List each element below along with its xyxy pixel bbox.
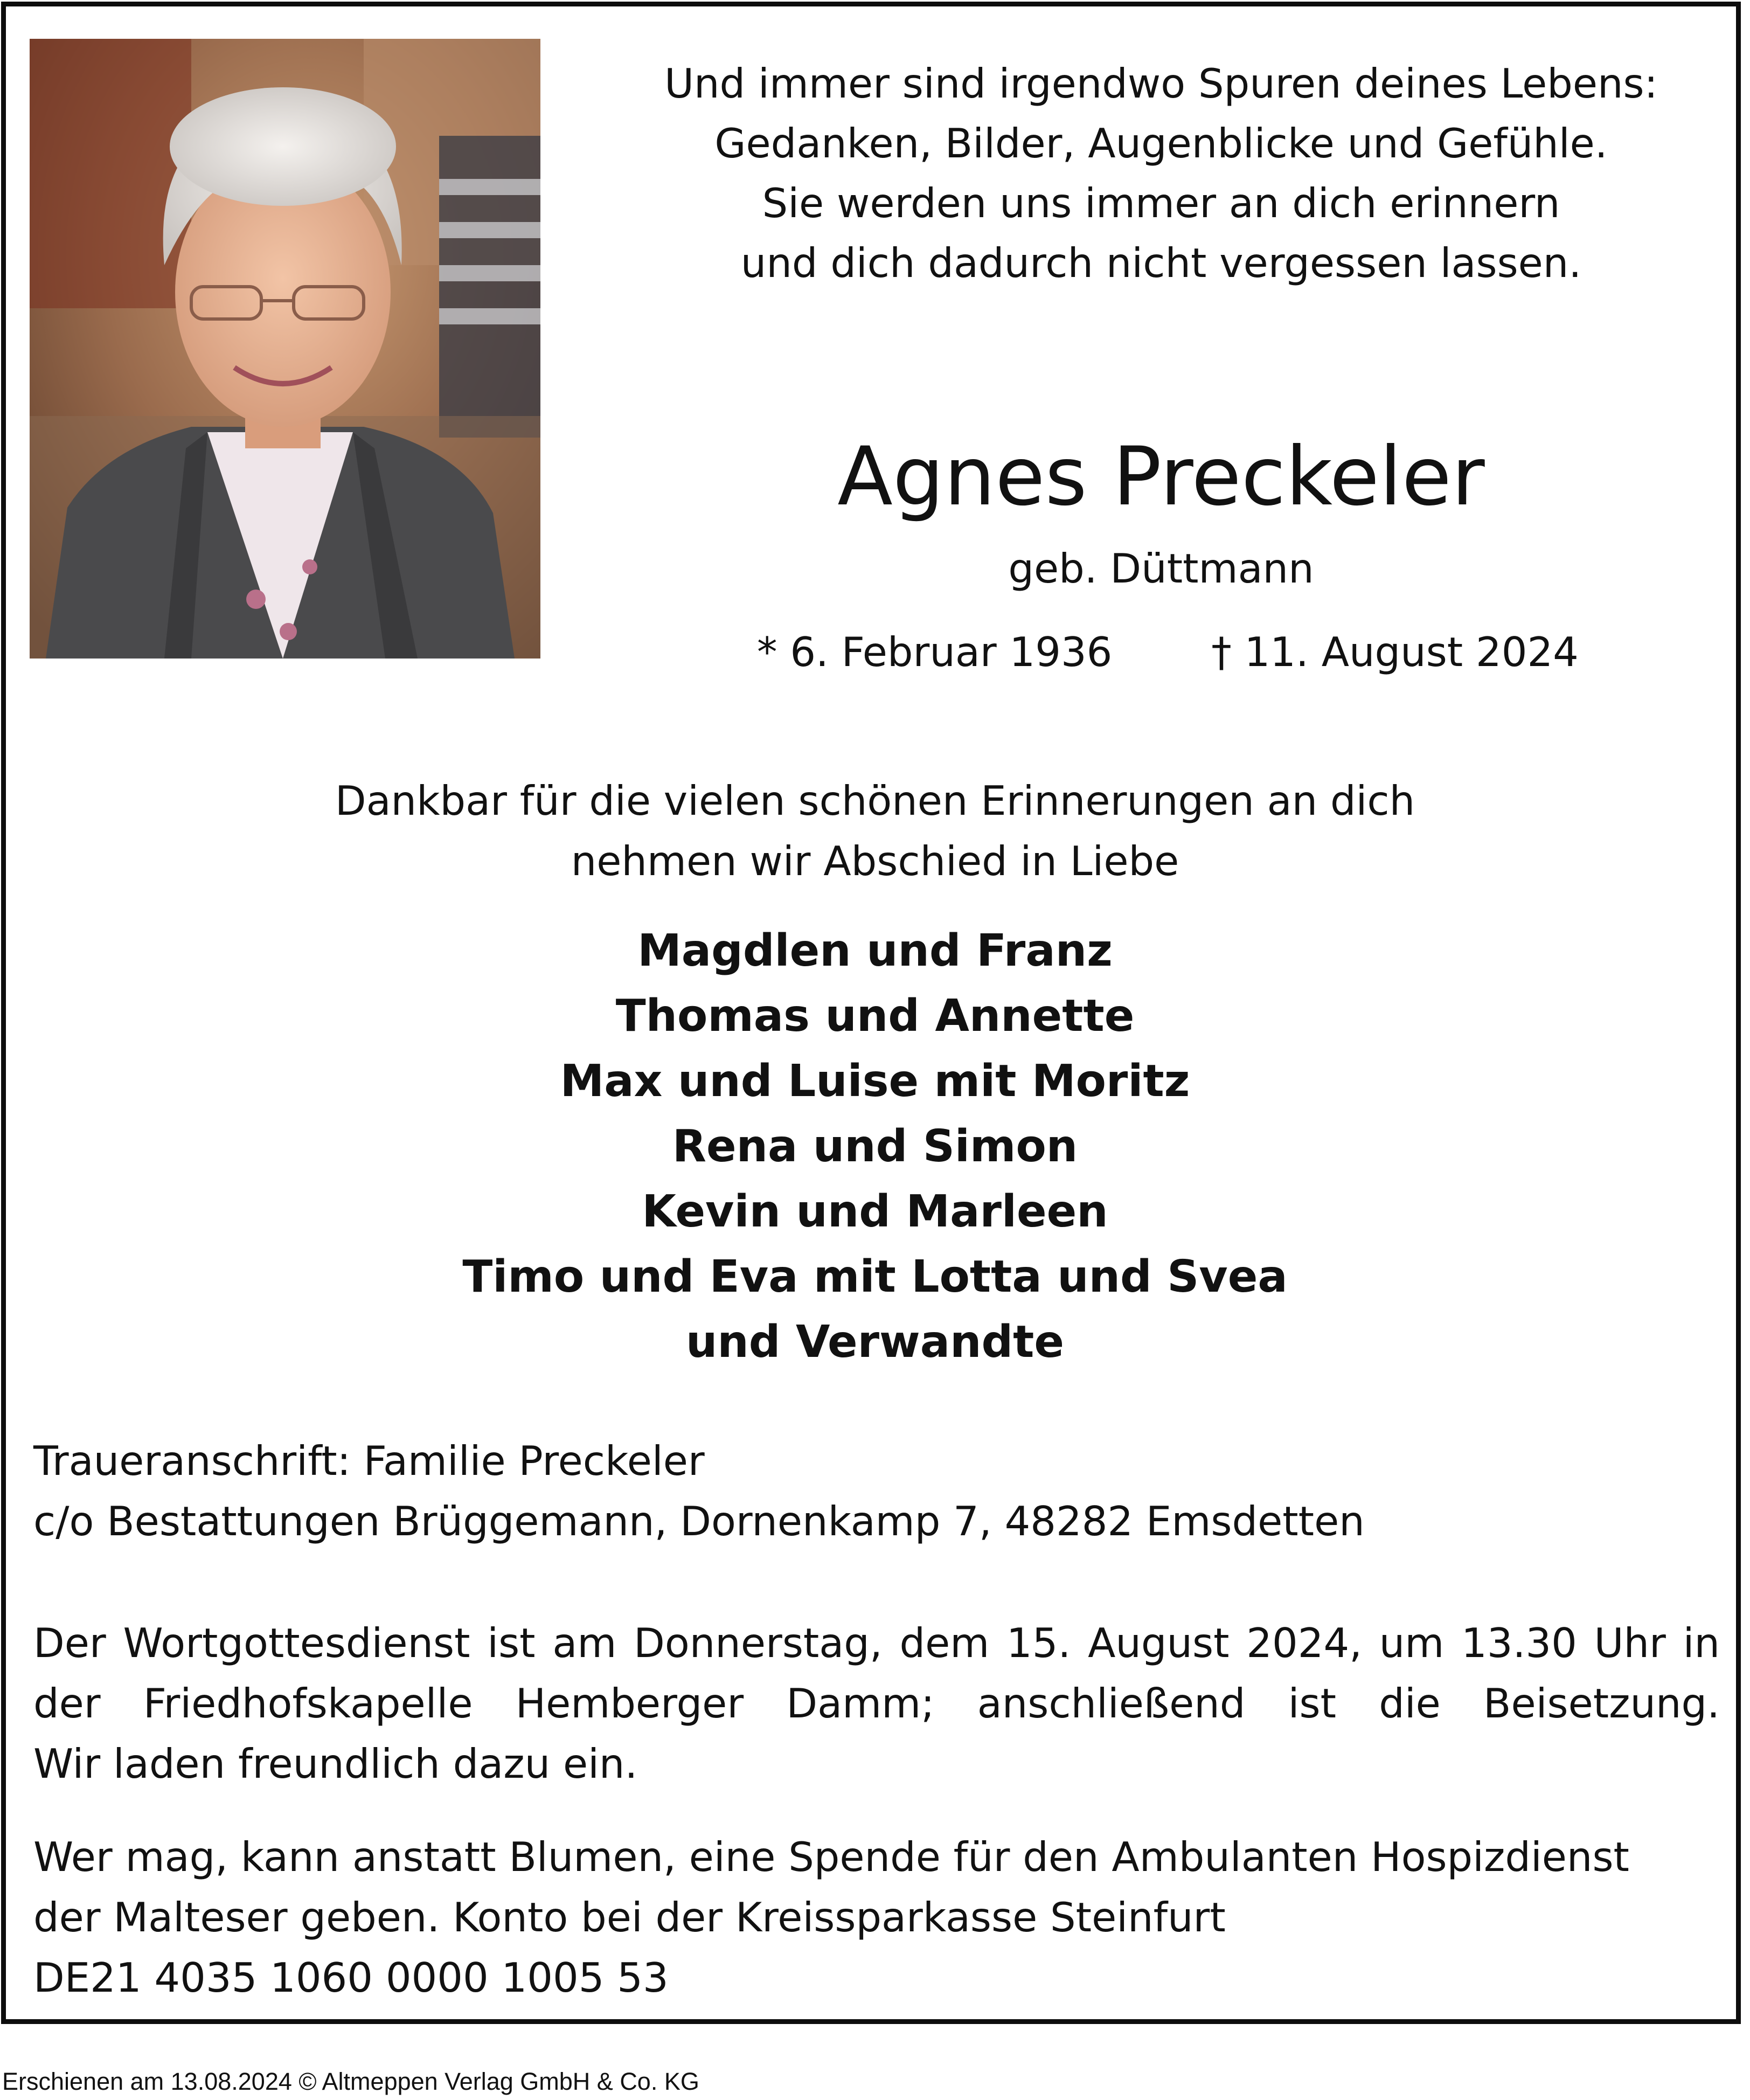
mourner-line: Timo und Eva mit Lotta und Svea xyxy=(462,1251,1288,1302)
donation-info xyxy=(33,1827,1720,2008)
address-line: Traueranschrift: Familie Preckeler xyxy=(33,1437,705,1485)
mourners-list xyxy=(0,918,1750,1375)
mourner-line: und Verwandte xyxy=(685,1316,1064,1368)
donation-line: Wer mag, kann anstatt Blumen, eine Spende für den Ambulanten Hospizdienst xyxy=(33,1833,1629,1881)
death-date: † 11. August 2024 xyxy=(1211,628,1579,676)
service-line: der Friedhofskapelle Hemberger Damm; anschließend ist die Beisetzung. xyxy=(33,1680,1720,1727)
birth-date: * 6. Februar 1936 xyxy=(757,628,1113,676)
thanks-text xyxy=(0,771,1750,891)
address-line: c/o Bestattungen Brüggemann, Dornenkamp 7, 48282 Emsdetten xyxy=(33,1498,1365,1545)
portrait-image xyxy=(30,39,540,659)
poem-line: Sie werden uns immer an dich erinnern xyxy=(762,179,1560,227)
mourner-line: Magdlen und Franz xyxy=(637,925,1113,976)
service-info xyxy=(33,1613,1720,1794)
mourning-address xyxy=(33,1431,1720,1551)
thanks-line: Dankbar für die vielen schönen Erinnerungen an dich xyxy=(335,777,1415,824)
mourner-line: Max und Luise mit Moritz xyxy=(560,1056,1190,1107)
maiden-name: geb. Düttmann xyxy=(1008,545,1314,592)
bank-account: DE21 4035 1060 0000 1005 53 xyxy=(33,1954,669,2001)
poem-line: Und immer sind irgendwo Spuren deines Lebens: xyxy=(664,60,1658,107)
portrait-photo xyxy=(30,39,540,659)
mourner-line: Thomas und Annette xyxy=(615,990,1135,1042)
service-line: Der Wortgottesdienst ist am Donnerstag, dem 15. August 2024, um 13.30 Uhr in xyxy=(33,1619,1720,1667)
poem-line: und dich dadurch nicht vergessen lassen. xyxy=(740,239,1582,287)
memorial-poem xyxy=(582,54,1740,293)
service-line: Wir laden freundlich dazu ein. xyxy=(33,1740,638,1787)
mourner-line: Kevin und Marleen xyxy=(642,1186,1108,1237)
deceased-name: Agnes Preckeler xyxy=(837,430,1485,524)
mourner-line: Rena und Simon xyxy=(672,1121,1078,1172)
thanks-line: nehmen wir Abschied in Liebe xyxy=(571,837,1179,885)
publication-footer: Erschienen am 13.08.2024 © Altmeppen Verlag GmbH & Co. KG xyxy=(2,2068,699,2095)
life-dates xyxy=(757,625,1579,679)
donation-line: der Malteser geben. Konto bei der Kreissparkasse Steinfurt xyxy=(33,1894,1226,1941)
poem-line: Gedanken, Bilder, Augenblicke und Gefühle. xyxy=(714,120,1608,167)
